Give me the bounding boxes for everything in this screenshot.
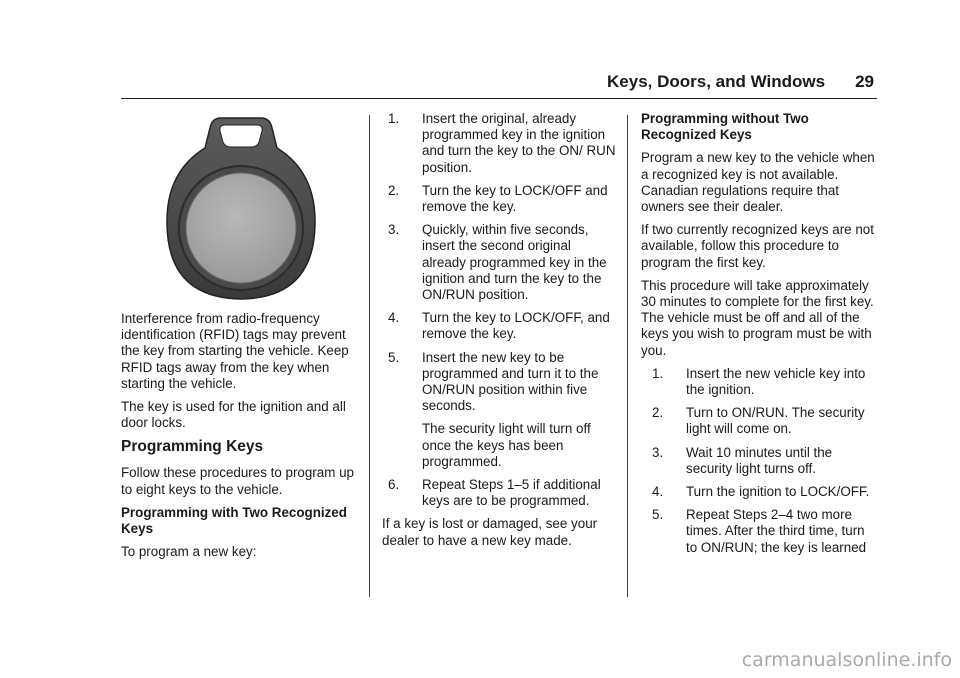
step-text: Insert the new key to be programmed and turn it to the ON/RUN position within five seconds. (422, 349, 599, 414)
step-number: 6. (388, 477, 400, 493)
step-text: Insert the new vehicle key into the ignition. (686, 365, 866, 398)
step-text: Quickly, within five seconds, insert the second original already programmed key in the ignition and turn the key to the ON/RUN position. (422, 222, 607, 303)
program-new-key-paragraph: To program a new key: (121, 544, 257, 560)
program-without-keys-paragraph: Program a new key to the vehicle when a recognized key is not available. Canadian regulations require that owners see their dealer. (641, 150, 875, 215)
list-item (382, 310, 618, 342)
step-number: 1. (652, 365, 664, 381)
step-number: 4. (388, 310, 400, 326)
list-item (382, 183, 618, 215)
step-note: The security light will turn off once the keys has been programmed. (422, 421, 591, 469)
key-usage-paragraph: The key is used for the ignition and all door locks. (121, 399, 346, 431)
step-number: 2. (652, 405, 664, 421)
rfid-interference-paragraph: Interference from radio-frequency identification (RFID) tags may prevent the key from starting the vehicle. Keep RFID tags away from the key when starting the vehicle. (121, 311, 349, 391)
page-number: 29 (855, 72, 874, 91)
step-text: Turn the key to LOCK/OFF and remove the key. (422, 182, 608, 215)
two-keys-steps-list (382, 111, 618, 509)
column-right (641, 111, 877, 563)
step-number: 5. (652, 507, 664, 523)
two-keys-unavailable-paragraph: If two currently recognized keys are not available, follow this procedure to program the first key. (641, 222, 874, 270)
without-keys-steps-list (641, 366, 877, 556)
step-number: 4. (652, 484, 664, 500)
step-text: Insert the original, already programmed key in the ignition and turn the key to the ON/ RUN position. (422, 111, 616, 175)
list-item (382, 222, 618, 303)
step-number: 3. (388, 222, 400, 238)
step-text: Turn the key to LOCK/OFF, and remove the key. (422, 310, 610, 342)
procedures-intro-paragraph: Follow these procedures to program up to eight keys to the vehicle. (121, 465, 354, 497)
watermark: carmanualsonline.info (741, 649, 952, 671)
list-item (641, 445, 877, 477)
section-title: Keys, Doors, and Windows (607, 72, 826, 91)
list-item (382, 477, 618, 509)
step-text: Wait 10 minutes until the security light turns off. (686, 444, 833, 476)
list-item (641, 507, 877, 556)
rfid-key-fob-icon (166, 116, 316, 300)
programming-keys-heading: Programming Keys (121, 438, 264, 456)
two-keys-subheading: Programming with Two Recognized Keys (121, 504, 347, 537)
step-text: Turn to ON/RUN. The security light will come on. (686, 405, 865, 437)
step-text: Repeat Steps 2–4 two more times. After the third time, turn to ON/RUN; the key is learned (686, 507, 867, 555)
lost-key-paragraph: If a key is lost or damaged, see your dealer to have a new key made. (382, 516, 598, 548)
step-text: Turn the ignition to LOCK/OFF. (686, 484, 870, 500)
list-item (641, 405, 877, 437)
step-number: 1. (388, 111, 400, 126)
column-divider-1 (369, 115, 370, 597)
list-item (641, 484, 877, 500)
without-two-keys-subheading: Programming without Two Recognized Keys (641, 111, 809, 143)
column-left (121, 311, 357, 567)
step-number: 3. (652, 444, 664, 460)
list-item (382, 111, 618, 176)
header-rule (121, 98, 877, 99)
column-divider-2 (627, 115, 628, 597)
list-item (641, 366, 877, 398)
step-text: Repeat Steps 1–5 if additional keys are to be programmed. (422, 477, 601, 509)
list-item (382, 350, 618, 470)
column-middle (382, 111, 618, 556)
procedure-duration-paragraph: This procedure will take approximately 30 minutes to complete for the first key. The vehicle must be off and all of the keys you wish to program must be with you. (641, 277, 874, 358)
page-header (0, 72, 874, 92)
step-number: 5. (388, 349, 400, 365)
step-number: 2. (388, 182, 400, 198)
